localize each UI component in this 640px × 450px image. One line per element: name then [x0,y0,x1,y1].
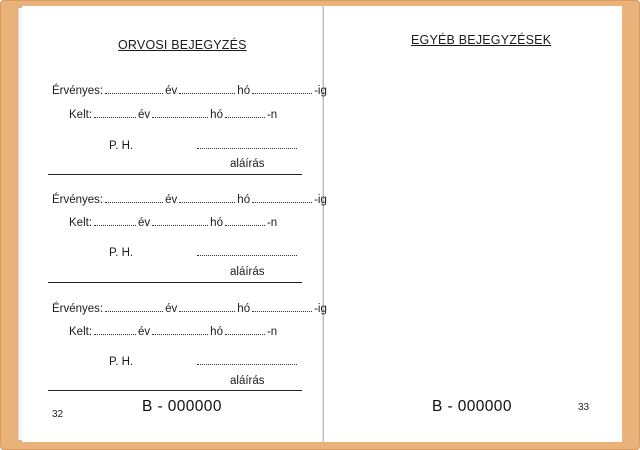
entry-3-date-line [69,326,277,338]
year-blank [105,92,163,94]
month-blank [152,116,208,118]
left-page-number: 32 [52,409,64,420]
day-blank [252,310,312,312]
valid-label: Érvényes: [52,303,104,315]
month-label: hó [210,217,223,229]
entry-1-separator [48,174,302,175]
entry-1-signature-label: aláírás [230,158,265,170]
right-page [324,6,622,442]
month-blank [179,201,235,203]
year-blank [94,224,136,226]
day-blank [225,116,265,118]
month-label: hó [237,194,251,206]
year-blank [105,310,163,312]
valid-label: Érvényes: [52,85,104,97]
year-label: év [138,326,151,338]
year-label: év [165,85,178,97]
entry-3-separator [48,390,302,391]
month-label: hó [237,303,251,315]
entry-3-stamp-label: P. H. [109,356,134,368]
month-blank [152,333,208,335]
on-suffix: -n [266,109,278,121]
date-label: Kelt: [69,109,93,121]
entry-3-signature-line [195,356,299,368]
year-blank [94,333,136,335]
month-label: hó [237,85,251,97]
signature-blank [197,147,297,149]
on-suffix: -n [266,326,278,338]
entry-1-stamp-label: P. H. [109,140,134,152]
entry-2-date-line [69,217,277,229]
until-suffix: -ig [314,303,327,315]
signature-blank [197,254,297,256]
day-blank [225,224,265,226]
entry-2-valid-line [52,194,327,206]
right-page-number: 33 [578,402,590,413]
year-label: év [165,303,178,315]
entry-1-valid-line [52,85,327,97]
year-blank [105,201,163,203]
month-blank [179,92,235,94]
entry-3-valid-line [52,303,327,315]
month-blank [152,224,208,226]
right-serial-number: B - 000000 [432,398,512,415]
month-label: hó [210,326,223,338]
year-blank [94,116,136,118]
day-blank [252,201,312,203]
entry-1-date-line [69,109,277,121]
entry-2-separator [48,282,302,283]
until-suffix: -ig [314,85,327,97]
date-label: Kelt: [69,217,93,229]
year-label: év [138,109,151,121]
until-suffix: -ig [314,194,327,206]
left-serial-number: B - 000000 [142,398,222,415]
month-label: hó [210,109,223,121]
entry-2-signature-line [195,247,299,259]
signature-blank [197,363,297,365]
month-blank [179,310,235,312]
entry-1-signature-line [195,140,299,152]
on-suffix: -n [266,217,278,229]
left-page-title: ORVOSI BEJEGYZÉS [118,38,247,52]
date-label: Kelt: [69,326,93,338]
day-blank [252,92,312,94]
day-blank [225,333,265,335]
entry-2-signature-label: aláírás [230,266,265,278]
year-label: év [165,194,178,206]
valid-label: Érvényes: [52,194,104,206]
year-label: év [138,217,151,229]
entry-2-stamp-label: P. H. [109,247,134,259]
entry-3-signature-label: aláírás [230,375,265,387]
right-page-title: EGYÉB BEJEGYZÉSEK [411,33,552,47]
